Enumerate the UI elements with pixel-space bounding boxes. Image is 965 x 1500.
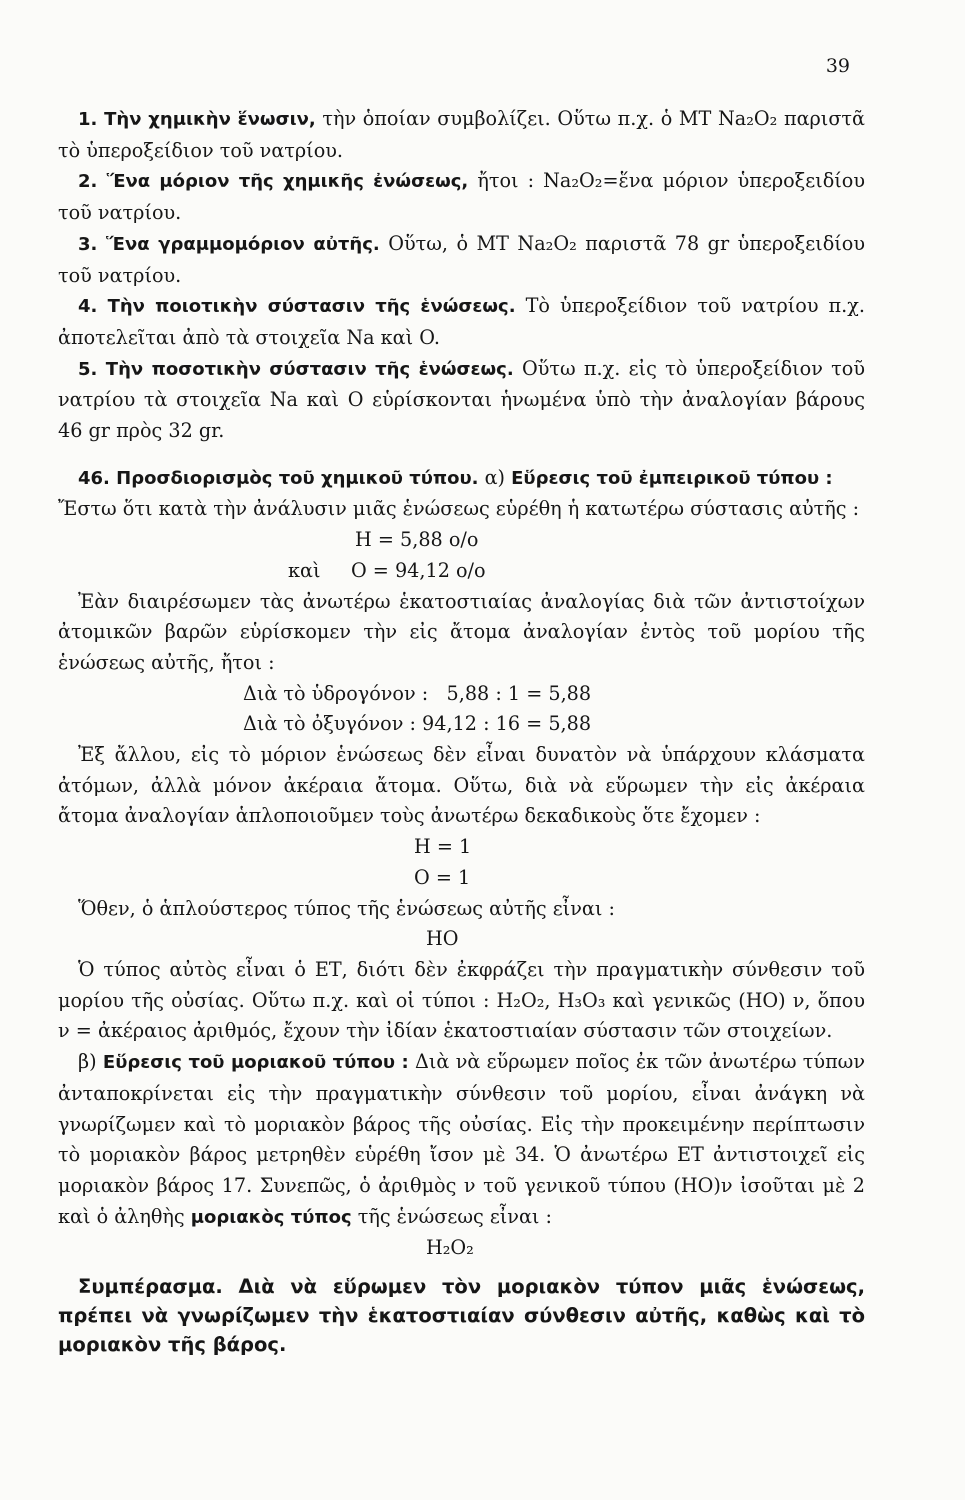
sub-b-title: Εὕρεσις τοῦ μοριακοῦ τύπου :: [102, 1052, 409, 1074]
item-text: Οὕτω π.χ. εἰς τὸ ὑπεροξείδιον τοῦ νατρίου τὰ στοιχεῖα Na καὶ O εὑρίσκονται ἡνωμένα ὑπὸ τὴν ἀναλογίαν βάρους 46 gr πρὸς 32 gr.: [58, 356, 866, 443]
sub-b-label: β): [78, 1050, 103, 1074]
list-item: [58, 354, 865, 447]
calc-oxygen: Διὰ τὸ ὀξυγόνον : 94,12 : 16 = 5,88: [243, 712, 592, 736]
item-text: τὴν ὁποίαν συμβολίζει. Οὕτω π.χ. ὁ ΜΤ Na₂O₂ παριστᾶ τὸ ὑπεροξείδιον τοῦ νατρίου.: [58, 107, 865, 162]
sub-a-title: Εὕρεσις τοῦ ἐμπειρικοῦ τύπου :: [511, 467, 833, 489]
composition-h: H = 5,88 ο/ο: [355, 528, 479, 552]
conclusion: Συμπέρασμα. Διὰ νὰ εὕρωμεν τὸν μοριακὸν τύπον μιᾶς ἑνώσεως, πρέπει νὰ γνωρίζωμεν τὴν ἑκατοστιαίαν σύνθεσιν αὐτῆς, καθὼς καὶ τὸ μοριακὸν τῆς βάρος.: [58, 1275, 865, 1357]
list-item: [58, 166, 865, 228]
simplest-text: Ὅθεν, ὁ ἁπλούστερος τύπος τῆς ἑνώσεως αὐτῆς εἶναι :: [78, 896, 615, 920]
sub-b-end: τῆς ἑνώσεως εἶναι :: [351, 1204, 552, 1228]
sub-a-label: α): [478, 465, 512, 489]
simplest-formula: HO: [426, 927, 459, 951]
list-item: [58, 229, 865, 291]
molecular-text: [58, 1047, 865, 1233]
page-text: [58, 104, 865, 1359]
item-heading: 1. Τὴν χημικὴν ἕνωσιν,: [78, 109, 316, 130]
item-heading: 5. Τὴν ποσοτικὴν σύστασιν τῆς ἑνώσεως.: [78, 358, 514, 380]
final-formula: H₂O₂: [426, 1236, 474, 1260]
section-heading: [58, 463, 865, 495]
ratio-o: O = 1: [414, 865, 471, 889]
sub-b-body: Διὰ νὰ εὕρωμεν ποῖος ἐκ τῶν ἀνωτέρω τύπων ἀνταποκρίνεται εἰς τὴν πραγματικὴν σύνθεσιν τοῦ μορίου, εἶναι ἀνάγκη νὰ γνωρίζωμεν καὶ τὸ μοριακὸν βάρος τῆς οὐσίας. Εἰς τὴν προκειμένην περίπτωσιν τὸ μοριακὸν βάρος μετρηθὲν εὑρέθη ἴσον μὲ 34. Ὁ ἀνωτέρω ΕΤ ἀντιστοιχεῖ εἰς μοριακὸν βάρος 17. Συνεπῶς, ὁ ἀριθμὸς ν τοῦ γενικοῦ τύπου (HO)ν ἰσοῦται μὲ 2 καὶ ὁ ἀληθὴς: [58, 1050, 865, 1228]
ratio-h: H = 1: [414, 835, 472, 859]
item-text: ἤτοι : Na₂O₂=ἕνα μόριον ὑπεροξειδίου τοῦ νατρίου.: [58, 169, 865, 225]
list-item: [58, 291, 865, 353]
item-text: Οὕτω, ὁ ΜΤ Na₂O₂ παριστᾶ 78 gr ὑπεροξειδίου τοῦ νατρίου.: [58, 231, 865, 287]
molecular-formula-term: μοριακὸς τύπος: [190, 1206, 352, 1228]
fraction-text: Ἐξ ἄλλου, εἰς τὸ μόριον ἑνώσεως δὲν εἶναι δυνατὸν νὰ ὑπάρχουν κλάσματα ἀτόμων, ἀλλὰ μόνον ἀκέραια ἄτομα. Οὕτω, διὰ νὰ εὕρωμεν τὴν εἰς ἀκέραια ἄτομα ἀναλογίαν ἁπλοποιοῦμεν τοὺς ἀνωτέρω δεκαδικοὺς ὅτε ἔχομεν :: [58, 743, 865, 828]
item-heading: 2. Ἕνα μόριον τῆς χημικῆς ἐνώσεως,: [78, 171, 469, 193]
et-text: Ὁ τύπος αὐτὸς εἶναι ὁ ΕΤ, διότι δὲν ἐκφράζει τὴν πραγματικὴν σύνθεσιν τοῦ μορίου τῆς οὐσίας. Οὕτω π.χ. καὶ οἱ τύποι : H₂O₂, H₃O₃ καὶ γενικῶς (HO) ν, ὅπου ν = ἀκέραιος ἀριθμός, ἔχουν τὴν ἰδίαν ἑκατοστιαίαν σύστασιν τῶν στοιχείων.: [58, 957, 865, 1043]
item-text: Τὸ ὑπεροξείδιον τοῦ νατρίου π.χ. ἀποτελεῖται ἀπὸ τὰ στοιχεῖα Na καὶ O.: [58, 294, 865, 349]
intro-text: Ἔστω ὅτι κατὰ τὴν ἀνάλυσιν μιᾶς ἑνώσεως εὑρέθη ἡ κατωτέρω σύστασις αὐτῆς :: [58, 497, 860, 521]
section-title: 46. Προσδιορισμὸς τοῦ χημικοῦ τύπου.: [78, 467, 479, 489]
item-heading: 3. Ἕνα γραμμομόριον αὐτῆς.: [78, 233, 380, 255]
page-number: 39: [825, 55, 850, 77]
divide-text: Ἐὰν διαιρέσωμεν τὰς ἀνωτέρω ἑκατοστιαίας ἀναλογίας διὰ τῶν ἀντιστοίχων ἀτομικῶν βαρῶν εὑρίσκομεν τὴν εἰς ἄτομα ἀναλογίαν ἐντὸς τοῦ μορίου τῆς ἑνώσεως αὐτῆς, ἤτοι :: [58, 589, 865, 674]
list-item: [58, 104, 865, 166]
item-heading: 4. Τὴν ποιοτικὴν σύστασιν τῆς ἑνώσεως.: [78, 296, 516, 318]
composition-o: καὶ O = 94,12 ο/ο: [288, 558, 486, 582]
calc-hydrogen: Διὰ τὸ ὑδρογόνον : 5,88 : 1 = 5,88: [243, 681, 592, 705]
